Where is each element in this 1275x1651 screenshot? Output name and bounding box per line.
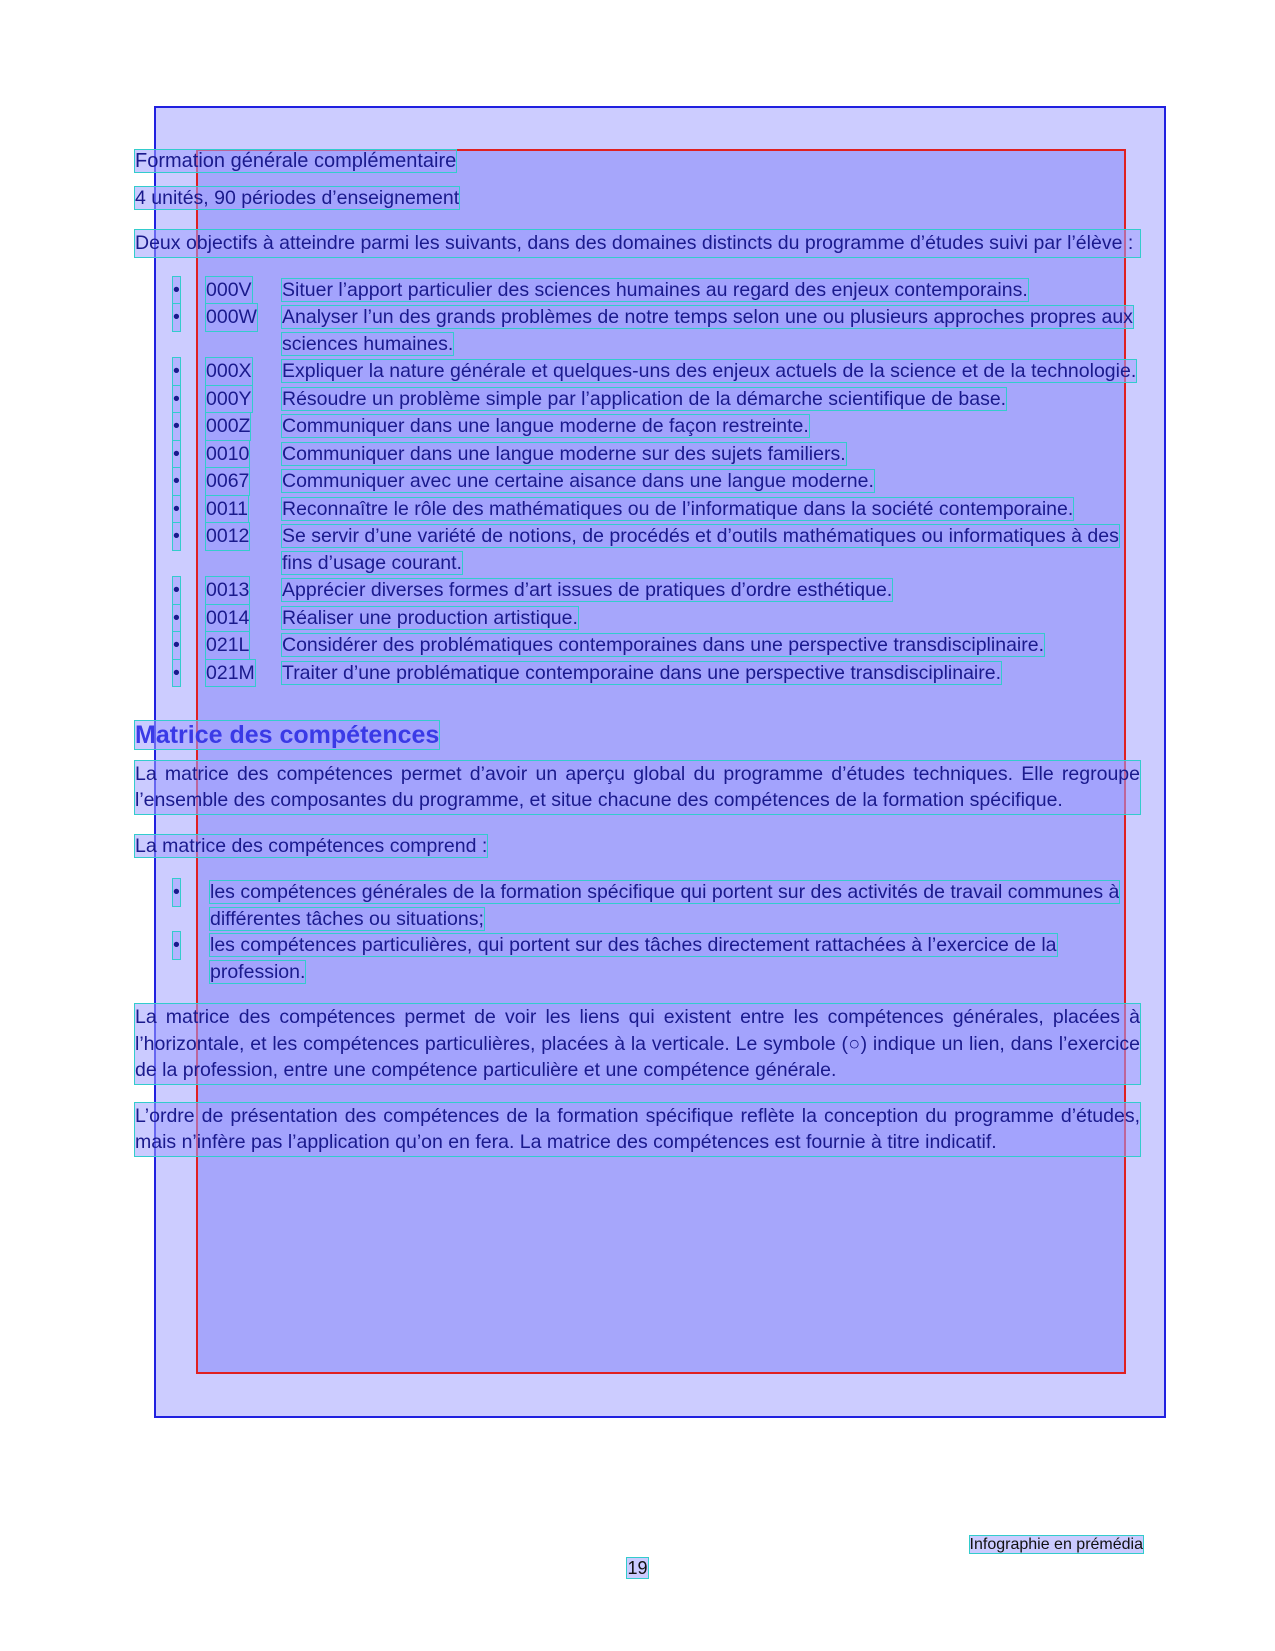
list-item-text: les compétences générales de la formation spécifique qui portent sur des activités de travail communes à différentes tâches ou situations;	[210, 881, 1120, 930]
objective-item	[135, 577, 1140, 604]
objective-code: 000X	[206, 358, 252, 385]
objective-text: Traiter d’une problématique contemporaine dans une perspective transdisciplinaire.	[282, 661, 1002, 684]
objective-text: Situer l’apport particulier des sciences humaines au regard des enjeux contemporains.	[282, 278, 1028, 301]
bullet-icon: •	[173, 632, 180, 659]
objective-item	[135, 386, 1140, 413]
objective-item	[135, 277, 1140, 304]
units-line: 4 unités, 90 périodes d’enseignement	[135, 186, 460, 209]
bullet-icon: •	[173, 879, 180, 906]
objective-text: Expliquer la nature générale et quelques-uns des enjeux actuels de la science et de la technologie.	[282, 360, 1137, 382]
objectives-list	[135, 277, 1140, 687]
objective-code: 000W	[206, 304, 257, 331]
objective-text: Apprécier diverses formes d’art issues de pratiques d’ordre esthétique.	[282, 579, 893, 601]
objective-code: 0014	[206, 605, 249, 632]
bullet-icon: •	[173, 523, 180, 550]
objective-text: Communiquer avec une certaine aisance dans une langue moderne.	[282, 470, 874, 492]
matrix-items-list	[135, 879, 1140, 985]
intro-paragraph: Deux objectifs à atteindre parmi les suivants, dans des domaines distincts du programme d’études suivi par l’élève :	[135, 230, 1140, 257]
list-item	[135, 932, 1140, 985]
bullet-icon: •	[173, 605, 180, 632]
objective-text: Analyser l’un des grands problèmes de notre temps selon une ou plusieurs approches propres aux sciences humaines.	[282, 306, 1133, 355]
objective-item	[135, 605, 1140, 632]
matrix-paragraph-3: La matrice des compétences permet de voir les liens qui existent entre les compétences générales, placées à l’horizontale, et les compétences particulières, placées à la verticale. Le symbole (○) indique un lien, dans l’exercice de la profession, entre une compétence particulière et une compétence générale.	[135, 1004, 1140, 1084]
page-number: 19	[627, 1558, 648, 1578]
objective-item	[135, 468, 1140, 495]
objective-code: 0011	[206, 496, 248, 523]
bullet-icon: •	[173, 660, 180, 687]
matrix-paragraph-1: La matrice des compétences permet d’avoir un aperçu global du programme d’études techniques. Elle regroupe l’ensemble des composantes du programme, et situe chacune des compétences de la formation spécifique.	[135, 761, 1140, 814]
matrix-paragraph-4: L’ordre de présentation des compétences de la formation spécifique reflète la conception du programme d’études, mais n’infère pas l’application qu’on en fera. La matrice des compétences est fournie à titre indicatif.	[135, 1103, 1140, 1156]
objective-item	[135, 441, 1140, 468]
objective-text: Reconnaître le rôle des mathématiques ou de l’informatique dans la société contemporaine.	[282, 497, 1074, 520]
objective-item	[135, 304, 1140, 357]
objective-text: Réaliser une production artistique.	[282, 606, 578, 629]
objective-item	[135, 523, 1140, 576]
objective-code: 0067	[206, 468, 249, 495]
bullet-icon: •	[173, 932, 180, 959]
objective-item	[135, 413, 1140, 440]
bullet-icon: •	[173, 577, 180, 604]
objective-item	[135, 358, 1140, 385]
bullet-icon: •	[173, 468, 180, 495]
objective-code: 0013	[206, 577, 249, 604]
footer-program-name: Infographie en prémédia	[969, 1536, 1143, 1553]
objective-code: 021L	[206, 632, 249, 659]
objective-text: Communiquer dans une langue moderne de façon restreinte.	[282, 415, 809, 437]
bullet-icon: •	[173, 277, 180, 304]
bullet-icon: •	[173, 358, 180, 385]
objective-item	[135, 632, 1140, 659]
bullet-icon: •	[173, 441, 180, 468]
objective-text: Communiquer dans une langue moderne sur des sujets familiers.	[282, 442, 846, 465]
matrix-paragraph-2: La matrice des compétences comprend :	[135, 834, 488, 857]
objective-code: 000Y	[206, 386, 252, 413]
objective-code: 000V	[206, 277, 252, 304]
objective-code: 0010	[206, 441, 249, 468]
page-content	[135, 148, 1140, 1156]
objective-code: 021M	[206, 660, 255, 687]
objective-item	[135, 660, 1140, 687]
objective-code: 000Z	[206, 413, 250, 440]
bullet-icon: •	[173, 413, 180, 440]
objective-text: Résoudre un problème simple par l’application de la démarche scientifique de base.	[282, 387, 1007, 410]
section-heading: Formation générale complémentaire	[135, 150, 457, 172]
list-item-text: les compétences particulières, qui portent sur des tâches directement rattachées à l’exercice de la profession.	[210, 934, 1057, 983]
bullet-icon: •	[173, 386, 180, 413]
objective-code: 0012	[206, 523, 249, 550]
matrix-title: Matrice des compétences	[135, 721, 440, 749]
objective-text: Considérer des problématiques contemporaines dans une perspective transdisciplinaire.	[282, 634, 1045, 656]
bullet-icon: •	[173, 496, 180, 523]
objective-item	[135, 496, 1140, 523]
bullet-icon: •	[173, 304, 180, 331]
objective-text: Se servir d’une variété de notions, de procédés et d’outils mathématiques ou informatiques à des fins d’usage courant.	[282, 525, 1119, 574]
list-item	[135, 879, 1140, 932]
